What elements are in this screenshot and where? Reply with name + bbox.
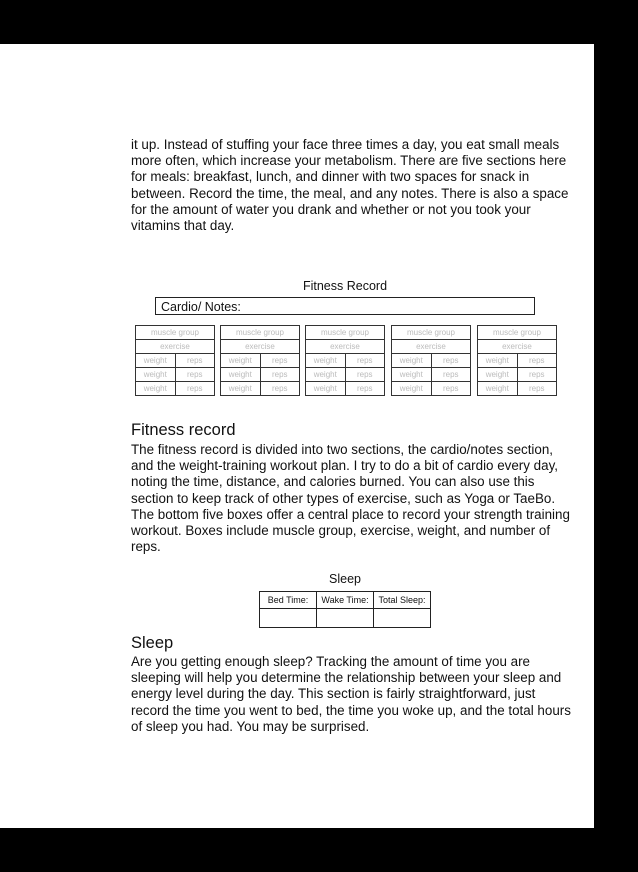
cardio-notes-field: Cardio/ Notes: (155, 297, 535, 315)
reps-cell: reps (517, 381, 558, 396)
sleep-heading: Sleep (131, 634, 174, 652)
exercise-cell: exercise (220, 339, 300, 354)
set-row (477, 368, 557, 382)
weight-cell: weight (220, 381, 261, 396)
workout-block (391, 326, 471, 396)
exercise-cell: exercise (305, 339, 385, 354)
wake-time-label: Wake Time: (317, 592, 374, 609)
workout-block (477, 326, 557, 396)
sleep-table (259, 591, 431, 628)
exercise-cell: exercise (477, 339, 557, 354)
muscle-group-cell: muscle group (477, 325, 557, 340)
fitness-record-heading: Fitness record (131, 421, 236, 439)
set-row (391, 382, 471, 396)
weight-cell: weight (135, 381, 176, 396)
reps-cell: reps (431, 353, 472, 368)
reps-cell: reps (175, 381, 216, 396)
set-row (135, 382, 215, 396)
weight-cell: weight (305, 353, 346, 368)
weight-cell: weight (391, 367, 432, 382)
muscle-group-cell: muscle group (135, 325, 215, 340)
weight-cell: weight (391, 353, 432, 368)
weight-cell: weight (135, 353, 176, 368)
reps-cell: reps (260, 381, 301, 396)
reps-cell: reps (431, 381, 472, 396)
muscle-group-cell: muscle group (391, 325, 471, 340)
set-row (135, 368, 215, 382)
weight-cell: weight (220, 367, 261, 382)
set-row (391, 354, 471, 368)
reps-cell: reps (431, 367, 472, 382)
reps-cell: reps (175, 367, 216, 382)
workout-block (220, 326, 300, 396)
exercise-cell: exercise (391, 339, 471, 354)
reps-cell: reps (345, 353, 386, 368)
set-row (220, 368, 300, 382)
reps-cell: reps (517, 353, 558, 368)
total-sleep-label: Total Sleep: (374, 592, 431, 609)
sleep-paragraph: Are you getting enough sleep? Tracking the amount of time you are sleeping will help you determine the relationship between your sleep and energy level during the day. This section is fairly straightforward, just record the time you went to bed, the time you woke up, and the total hours of sleep you had. You may be surprised. (131, 654, 571, 734)
reps-cell: reps (260, 367, 301, 382)
reps-cell: reps (517, 367, 558, 382)
fitness-form-title: Fitness Record (302, 279, 388, 293)
exercise-cell: exercise (135, 339, 215, 354)
intro-paragraph: it up. Instead of stuffing your face three times a day, you eat small meals more often, which increase your metabolism. There are five sections here for meals: breakfast, lunch, and dinner with two spaces for snack in between. Record the time, the meal, and any notes. There is also a space for the amount of water you drank and whether or not you took your vitamins that day. (131, 137, 569, 234)
reps-cell: reps (175, 353, 216, 368)
reps-cell: reps (260, 353, 301, 368)
set-row (477, 382, 557, 396)
weight-cell: weight (305, 367, 346, 382)
set-row (220, 354, 300, 368)
weight-cell: weight (391, 381, 432, 396)
weight-cell: weight (305, 381, 346, 396)
workout-block (305, 326, 385, 396)
set-row (305, 368, 385, 382)
fitness-record-paragraph: The fitness record is divided into two sections, the cardio/notes section, and the weight-training workout plan. I try to do a bit of cardio every day, noting the time, distance, and calories burned. You can also use this section to keep track of other types of exercise, such as Yoga or TaeBo. The bottom five boxes offer a central place to record your strength training workout. Boxes include muscle group, exercise, weight, and number of reps. (131, 442, 570, 555)
muscle-group-cell: muscle group (305, 325, 385, 340)
weight-cell: weight (477, 367, 518, 382)
set-row (391, 368, 471, 382)
document-page (0, 44, 594, 828)
set-row (220, 382, 300, 396)
total-sleep-value (374, 609, 431, 628)
bed-time-value (260, 609, 317, 628)
weight-cell: weight (477, 381, 518, 396)
set-row (477, 354, 557, 368)
muscle-group-cell: muscle group (220, 325, 300, 340)
wake-time-value (317, 609, 374, 628)
bed-time-label: Bed Time: (260, 592, 317, 609)
weight-cell: weight (135, 367, 176, 382)
set-row (305, 382, 385, 396)
set-row (135, 354, 215, 368)
weight-cell: weight (477, 353, 518, 368)
reps-cell: reps (345, 367, 386, 382)
workout-block (135, 326, 215, 396)
weight-cell: weight (220, 353, 261, 368)
reps-cell: reps (345, 381, 386, 396)
sleep-form-title: Sleep (329, 572, 361, 586)
set-row (305, 354, 385, 368)
